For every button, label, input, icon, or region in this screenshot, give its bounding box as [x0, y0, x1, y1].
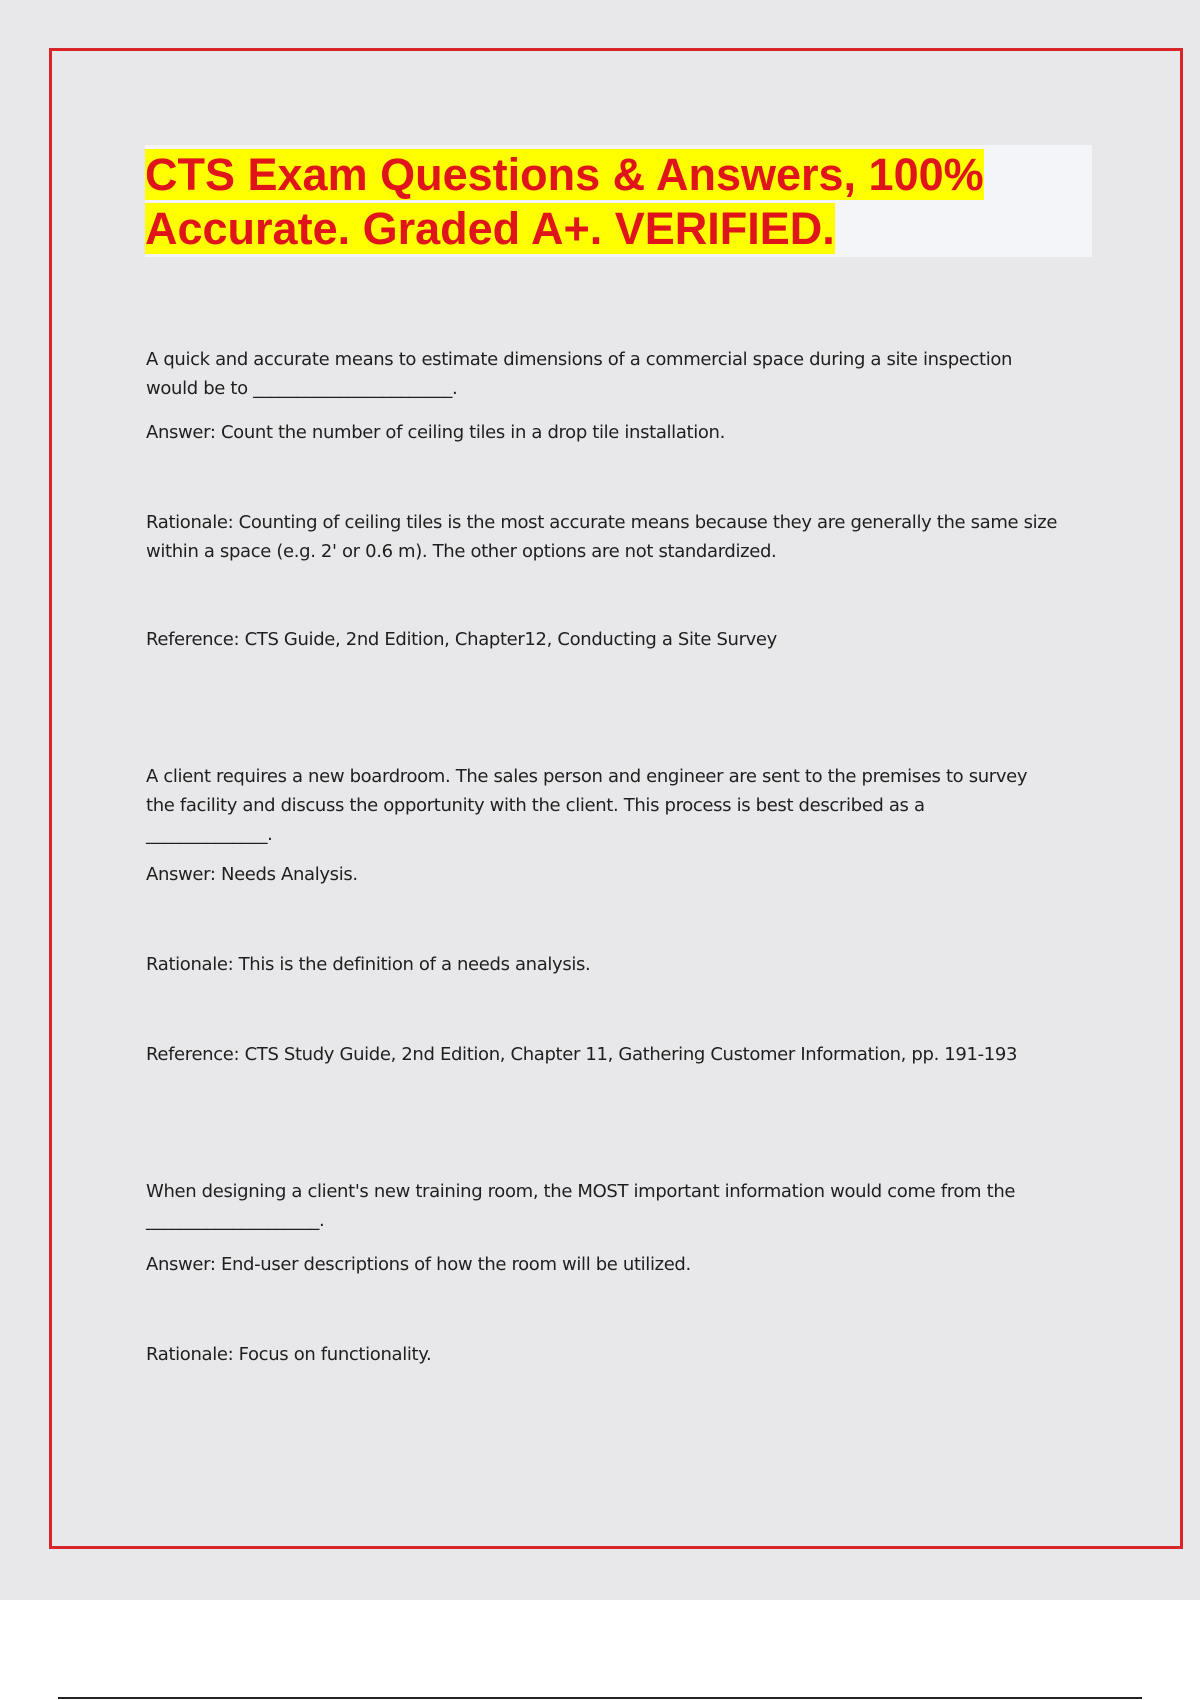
rationale-text: Rationale: Focus on functionality. [146, 1344, 432, 1365]
question-block-1 [146, 345, 1096, 654]
question-text: A quick and accurate means to estimate dimensions of a commercial space during a site inspection [146, 349, 1013, 370]
answer-text: Answer: End-user descriptions of how the room will be utilized. [146, 1254, 691, 1275]
answer-text: Answer: Count the number of ceiling tiles in a drop tile installation. [146, 422, 725, 443]
question-text: the facility and discuss the opportunity with the client. This process is best described as a [146, 795, 925, 816]
rationale-text: Rationale: Counting of ceiling tiles is the most accurate means because they are generally the same size [146, 512, 1058, 533]
question-text: ____________________. [146, 1210, 325, 1231]
rationale-text: within a space (e.g. 2' or 0.6 m). The other options are not standardized. [146, 541, 777, 562]
document-title [145, 148, 1075, 256]
title-line-1: CTS Exam Questions & Answers, 100% [145, 149, 984, 200]
question-block-2 [146, 762, 1096, 1069]
question-text: When designing a client's new training room, the MOST important information would come from the [146, 1181, 1016, 1202]
title-line-2: Accurate. Graded A+. VERIFIED. [145, 203, 835, 254]
question-block-3 [146, 1177, 1096, 1369]
question-text: A client requires a new boardroom. The sales person and engineer are sent to the premises to survey [146, 766, 1028, 787]
question-text: ______________. [146, 824, 273, 845]
page-footer-rule [58, 1697, 1142, 1699]
document-body [146, 345, 1096, 1369]
reference-text: Reference: CTS Guide, 2nd Edition, Chapter12, Conducting a Site Survey [146, 629, 777, 650]
question-text: would be to _______________________. [146, 378, 458, 399]
answer-text: Answer: Needs Analysis. [146, 864, 358, 885]
rationale-text: Rationale: This is the definition of a needs analysis. [146, 954, 591, 975]
reference-text: Reference: CTS Study Guide, 2nd Edition, Chapter 11, Gathering Customer Information, pp. 191-193 [146, 1044, 1018, 1065]
